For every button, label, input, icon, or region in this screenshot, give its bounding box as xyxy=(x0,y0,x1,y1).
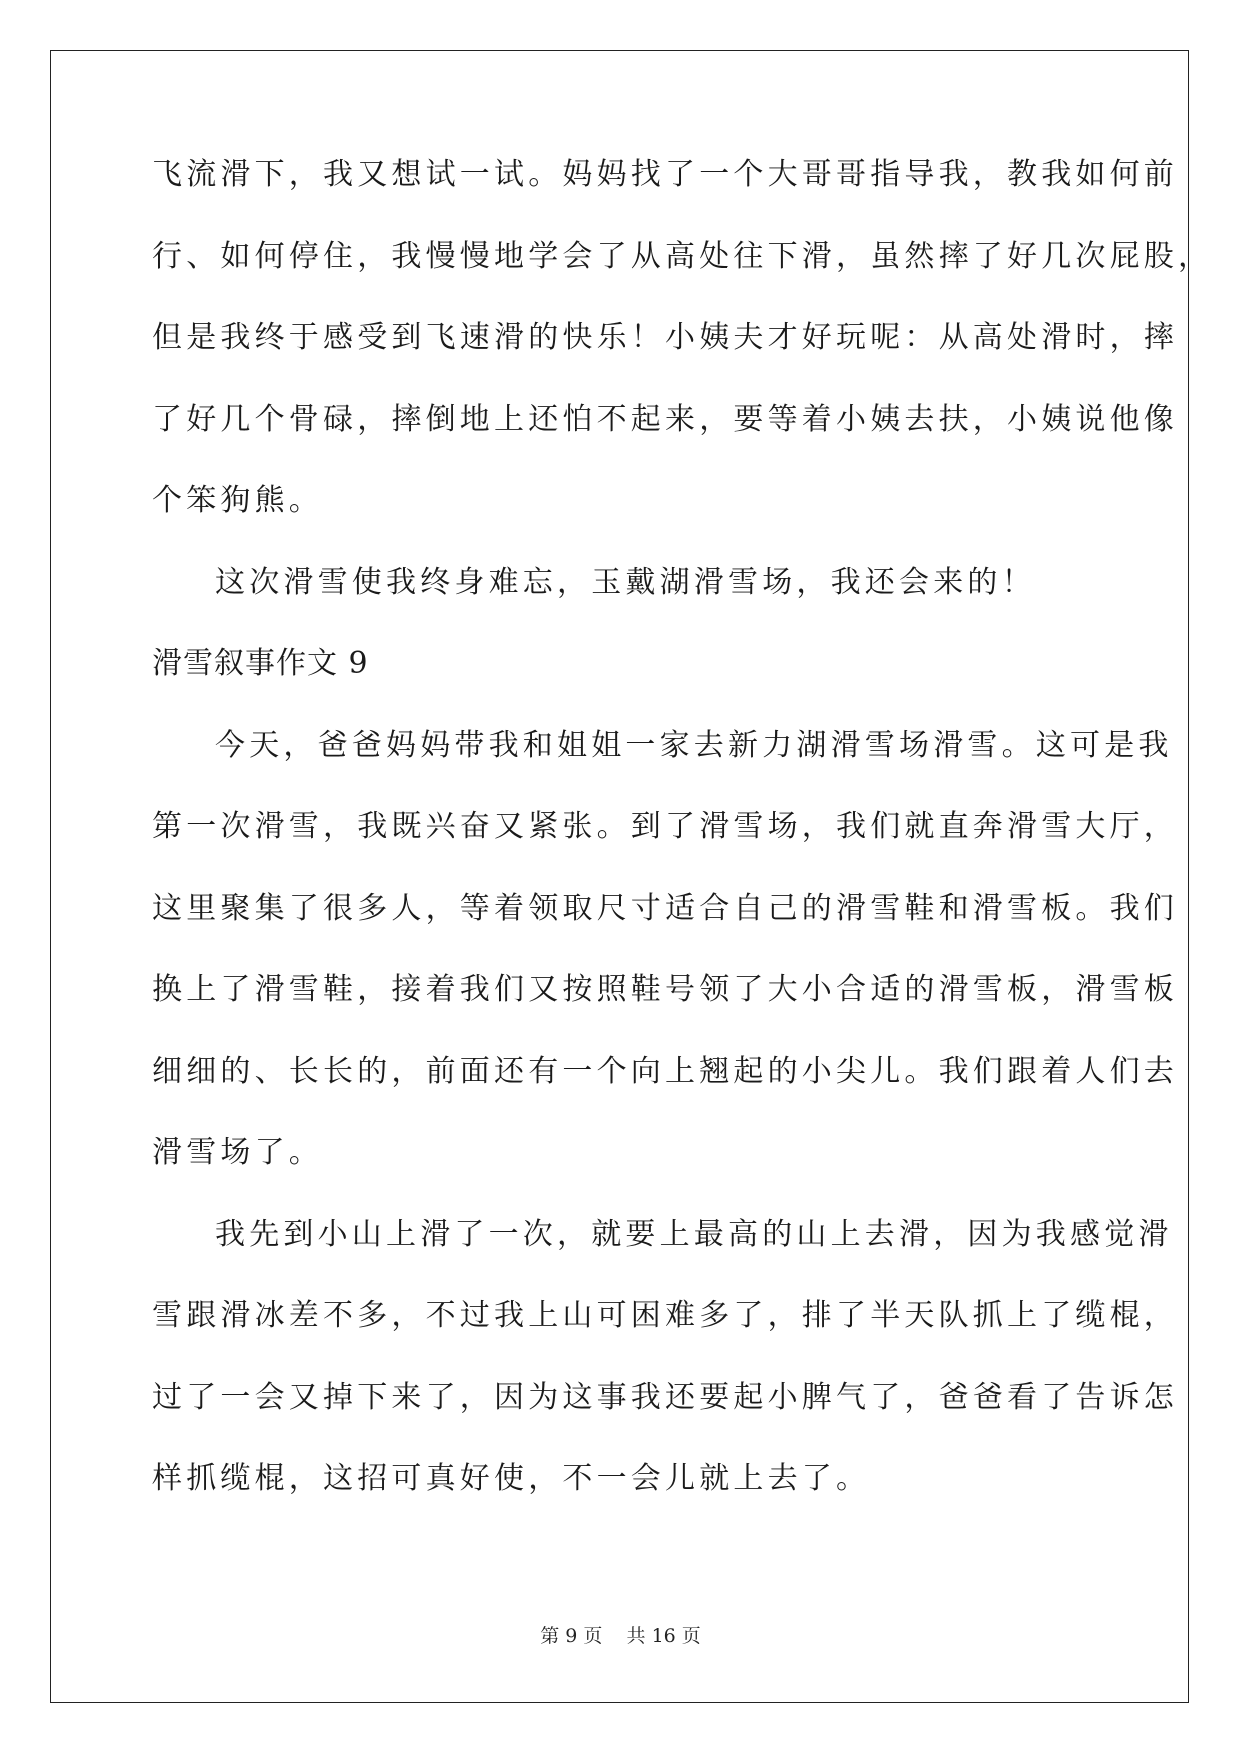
text-line: 过了一会又掉下来了，因为这事我还要起小脾气了，爸爸看了告诉怎 xyxy=(152,1379,1178,1415)
document-body xyxy=(152,157,1213,1546)
section-heading: 滑雪叙事作文 9 xyxy=(152,646,369,681)
text-line: 换上了滑雪鞋，接着我们又按照鞋号领了大小合适的滑雪板，滑雪板 xyxy=(152,972,1178,1007)
text-line: 这次滑雪使我终身难忘，玉戴湖滑雪场，我还会来的！ xyxy=(215,564,1036,600)
text-line: 雪跟滑冰差不多，不过我上山可困难多了，排了半天队抓上了缆棍， xyxy=(152,1298,1178,1333)
text-line: 我先到小山上滑了一次，就要上最高的山上去滑，因为我感觉滑 xyxy=(215,1216,1173,1252)
text-line: 行、如何停住，我慢慢地学会了从高处往下滑，虽然摔了好几次屁股， xyxy=(152,238,1213,274)
text-line: 第一次滑雪，我既兴奋又紧张。到了滑雪场，我们就直奔滑雪大厅， xyxy=(152,809,1178,844)
text-line: 细细的、长长的，前面还有一个向上翘起的小尖儿。我们跟着人们去 xyxy=(152,1053,1178,1089)
text-line: 这里聚集了很多人，等着领取尺寸适合自己的滑雪鞋和滑雪板。我们 xyxy=(152,890,1178,926)
text-line: 滑雪场了。 xyxy=(152,1135,323,1170)
page-number: 第 9 页 共 16 页 xyxy=(540,1625,701,1647)
text-line: 样抓缆棍，这招可真好使，不一会儿就上去了。 xyxy=(152,1461,871,1496)
text-line: 个笨狗熊。 xyxy=(152,483,323,518)
text-line: 飞流滑下，我又想试一试。妈妈找了一个大哥哥指导我，教我如何前 xyxy=(152,157,1178,192)
text-line: 但是我终于感受到飞速滑的快乐！小姨夫才好玩呢：从高处滑时，摔 xyxy=(152,320,1178,355)
text-line: 了好几个骨碌，摔倒地上还怕不起来，要等着小姨去扶，小姨说他像 xyxy=(152,401,1178,437)
text-line: 今天，爸爸妈妈带我和姐姐一家去新力湖滑雪场滑雪。这可是我 xyxy=(215,727,1173,763)
